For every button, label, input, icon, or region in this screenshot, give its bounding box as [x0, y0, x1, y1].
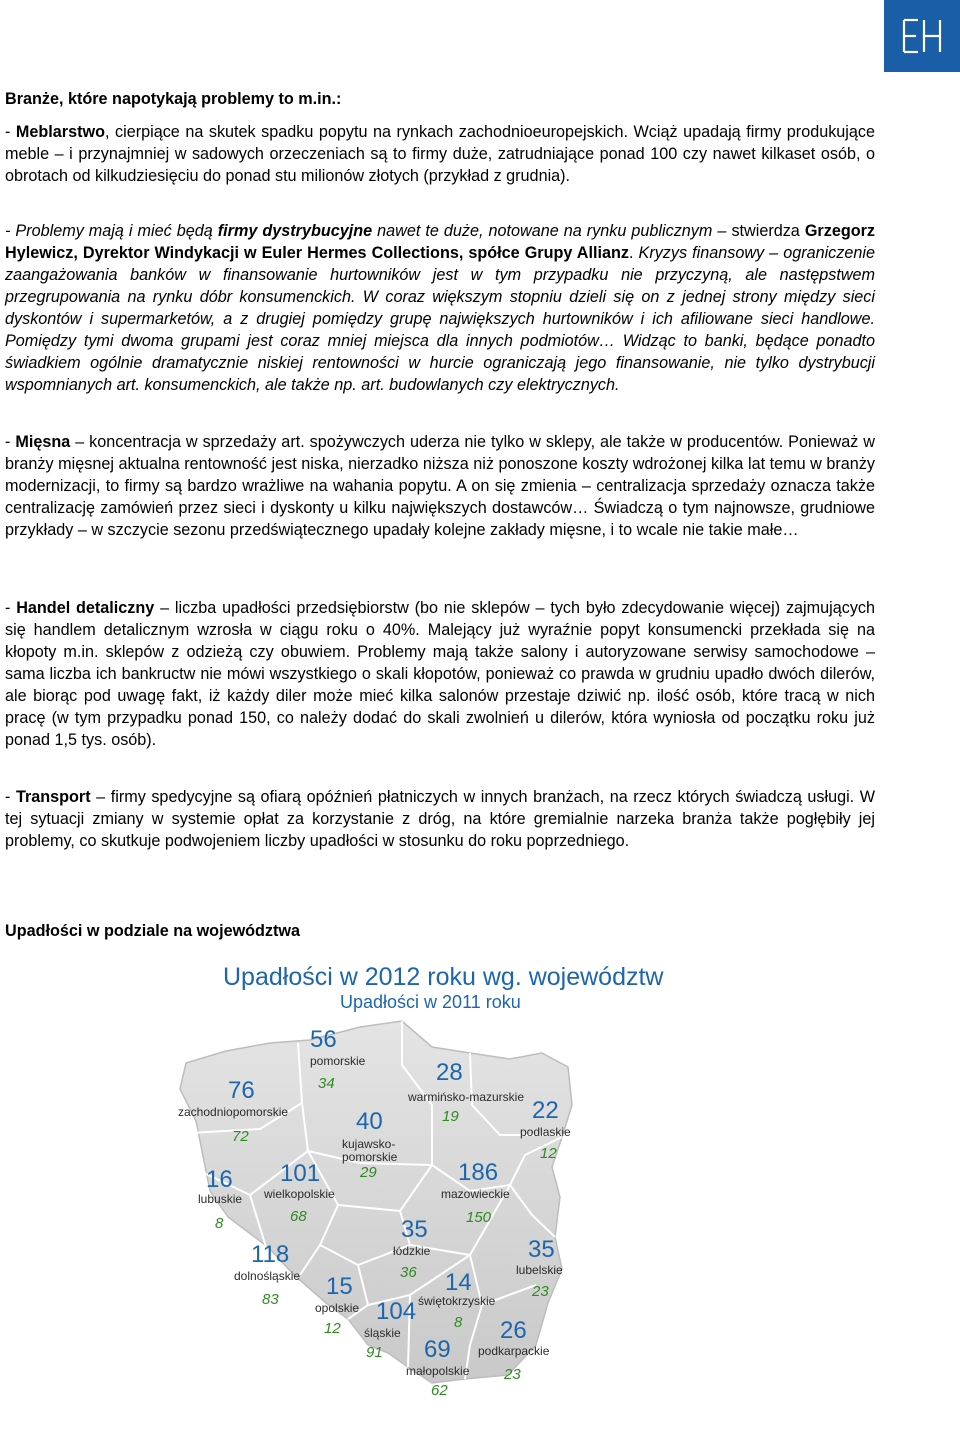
paragraph-text: – koncentracja w sprzedaży art. spożywczych uderza nie tylko w sklepy, ale także w producentów. Ponieważ w branży mięsnej aktualna rentowność jest niska, nierzadko niższa niż ponoszone koszty wdrożonej kilka lat temu w branży modernizacji, to firmy są bardzo wrażliwe na wahania popytu. A on się zmienia – centralizacja sprzedaży oznacza także centralizację zamówień przez sieci i dyskonty u kilku największych dostawców… Świadczą o tym najnowsze, grudniowe przykłady – w szczycie sezonu przedświątecznego upadały kolejne zakłady mięsne, i to wcale nie takie małe… — [5, 433, 875, 539]
section-heading: Branże, które napotykają problemy to m.in.: — [5, 90, 342, 108]
region-name-pomorskie: pomorskie — [310, 1054, 366, 1068]
region-name-śląskie: śląskie — [364, 1326, 401, 1340]
paragraph-text: – firmy spedycyjne są ofiarą opóźnień płatniczych w innych branżach, na rzecz których świadczą usługi. W tej sytuacji zmiany w systemie opłat za korzystanie z dróg, na które gremialnie narzeka branża także pogłębiły jej problemy, co skutkuje podwojeniem liczby upadłości w stosunku do roku poprzedniego. — [5, 788, 876, 850]
region-value-2011-łódzkie: 36 — [400, 1264, 417, 1281]
region-name-świętokrzyskie: świętokrzyskie — [418, 1294, 496, 1308]
region-name-łódzkie: łódzkie — [393, 1244, 431, 1258]
paragraph-distribution — [5, 220, 875, 396]
industry-name: firmy dystrybucyjne — [217, 222, 373, 240]
region-value-2012-lubuskie: 16 — [206, 1166, 233, 1193]
region-value-2012-łódzkie: 35 — [401, 1216, 428, 1243]
voivodeship-map — [170, 955, 670, 1395]
region-value-2011-dolnośląskie: 83 — [262, 1291, 279, 1308]
region-name-kujawsko-pomorskie: kujawsko-pomorskie — [342, 1137, 398, 1164]
region-name-warmińsko-mazurskie: warmińsko-mazurskie — [408, 1090, 525, 1104]
quote-text: nawet te duże, notowane na rynku publicznym – — [372, 222, 732, 240]
region-value-2011-opolskie: 12 — [324, 1320, 341, 1337]
region-value-2012-opolskie: 15 — [326, 1273, 353, 1300]
paragraph-text: – liczba upadłości przedsiębiorstw (bo nie sklepów – tych było zdecydowanie więcej) zajmujących się handlem detalicznym wzrosła w ciągu roku o 40%. Malejący już wyraźnie popyt konsumencki przekłada się na kłopoty m.in. sklepów z odzieżą czy obuwiem. Problemy mają także salony i autoryzowane serwisy samochodowe – sama liczba ich bankructw nie mówi wszystkiego o skali kłopotów, ponieważ co prawda w grudniu upadło dwóch dilerów, ale biorąc pod uwagę fakt, iż każdy diler może mieć kilka salonów przestaje dziwić np. ilość osób, które tracą w nich pracę (w tym przypadku ponad 150, co należy dodać do skali zwolnień u dilerów, która wyniosła od początku roku już ponad 1,5 tys. osób). — [5, 599, 876, 749]
region-value-2011-świętokrzyskie: 8 — [454, 1314, 463, 1331]
region-value-2011-kujawsko-pomorskie: 29 — [360, 1164, 377, 1181]
region-value-2012-dolnośląskie: 118 — [251, 1241, 290, 1268]
region-value-2011-lubelskie: 23 — [532, 1283, 549, 1300]
region-name-lubelskie: lubelskie — [516, 1263, 563, 1277]
region-value-2011-podkarpackie: 23 — [504, 1366, 521, 1383]
region-value-2012-podkarpackie: 26 — [500, 1317, 527, 1344]
region-value-2011-lubuskie: 8 — [215, 1215, 224, 1232]
paragraph-meat — [5, 431, 875, 541]
region-value-2012-pomorskie: 56 — [310, 1026, 337, 1053]
region-value-2011-wielkopolskie: 68 — [290, 1208, 307, 1225]
region-name-wielkopolskie: wielkopolskie — [264, 1187, 335, 1201]
region-value-2012-świętokrzyskie: 14 — [445, 1269, 472, 1296]
industry-name: Meblarstwo — [15, 123, 105, 141]
industry-name: Transport — [15, 788, 91, 806]
region-value-2012-wielkopolskie: 101 — [280, 1160, 321, 1187]
region-value-2011-małopolskie: 62 — [431, 1382, 448, 1395]
region-value-2011-pomorskie: 34 — [318, 1075, 335, 1092]
region-value-2012-kujawsko-pomorskie: 40 — [356, 1108, 383, 1135]
region-value-2012-warmińsko-mazurskie: 28 — [436, 1059, 463, 1086]
attribution-verb: stwierdza — [731, 222, 805, 240]
paragraph-furniture — [5, 121, 875, 187]
paragraph-transport — [5, 786, 875, 852]
region-name-mazowieckie: mazowieckie — [441, 1187, 510, 1201]
paragraph-text: , cierpiące na skutek spadku popytu na rynkach zachodnioeuropejskich. Wciąż upadają firmy produkujące meble – i przynajmniej w sadowych orzeczeniach są to firmy duże, zatrudniające ponad 100 czy nawet kilkaset osób, o obrotach od kilkudziesięciu do ponad stu milionów złotych (przykład z grudnia). — [5, 123, 875, 185]
region-value-2012-podlaskie: 22 — [532, 1097, 559, 1124]
quoted-person: Grzegorz Hylewicz, Dyrektor Windykacji w Euler Hermes Collections, spółce Grupy Allianz — [5, 222, 876, 262]
region-name-dolnośląskie: dolnośląskie — [234, 1269, 301, 1283]
map-title: Upadłości w 2012 roku wg. województw — [223, 963, 664, 991]
industry-name: Handel detaliczny — [16, 599, 155, 617]
region-value-2012-zachodniopomorskie: 76 — [228, 1077, 255, 1104]
region-value-2012-śląskie: 104 — [376, 1298, 417, 1325]
region-value-2011-warmińsko-mazurskie: 19 — [442, 1108, 459, 1125]
region-value-2012-lubelskie: 35 — [528, 1236, 555, 1263]
paragraph-retail — [5, 597, 875, 751]
paragraph-prefix: - — [5, 433, 16, 451]
region-value-2011-śląskie: 91 — [366, 1344, 383, 1361]
paragraph-prefix: - — [5, 788, 16, 806]
paragraph-prefix: - — [5, 599, 17, 617]
map-subtitle: Upadłości w 2011 roku — [340, 992, 521, 1012]
region-value-2012-mazowieckie: 186 — [458, 1159, 499, 1186]
region-value-2012-małopolskie: 69 — [424, 1336, 451, 1363]
region-name-zachodniopomorskie: zachodniopomorskie — [178, 1105, 289, 1119]
company-logo — [884, 0, 960, 72]
region-value-2011-zachodniopomorskie: 72 — [232, 1128, 249, 1145]
region-name-podkarpackie: podkarpackie — [478, 1344, 550, 1358]
region-name-opolskie: opolskie — [315, 1301, 360, 1315]
region-name-lubuskie: lubuskie — [198, 1192, 243, 1206]
region-name-podlaskie: podlaskie — [520, 1125, 571, 1139]
paragraph-prefix: - — [5, 123, 16, 141]
quote-intro: - Problemy mają i mieć będą — [5, 222, 218, 240]
quote-continued: Kryzys finansowy – ograniczenie zaangażowania banków w finansowanie hurtowników jest w tym przypadku nie przyczyną, ale następstwem przegrupowania na rynku dóbr konsumenckich. W coraz większym stopniu dzieli się on z jednej strony między sieci dyskontów i supermarketów, a z drugiej pomiędzy grupę największych hurtowników i ich afiliowane sieci handlowe. Pomiędzy tymi dwoma grupami jest coraz mniej miejsca dla innych podmiotów… Widząc to banki, będące ponadto świadkiem ogólnie dramatycznie niskiej rentowności w hurcie ograniczają jego finansowanie, nie tylko dystrybucji wspomnianych art. konsumenckich, ale także np. art. budowlanych czy elektrycznych. — [5, 244, 875, 394]
industry-name: Mięsna — [15, 433, 71, 451]
region-value-2011-podlaskie: 12 — [540, 1145, 557, 1162]
region-name-małopolskie: małopolskie — [406, 1364, 470, 1378]
map-section-heading: Upadłości w podziale na województwa — [5, 922, 301, 940]
region-value-2011-mazowieckie: 150 — [466, 1209, 492, 1226]
punctuation: . — [628, 244, 639, 262]
